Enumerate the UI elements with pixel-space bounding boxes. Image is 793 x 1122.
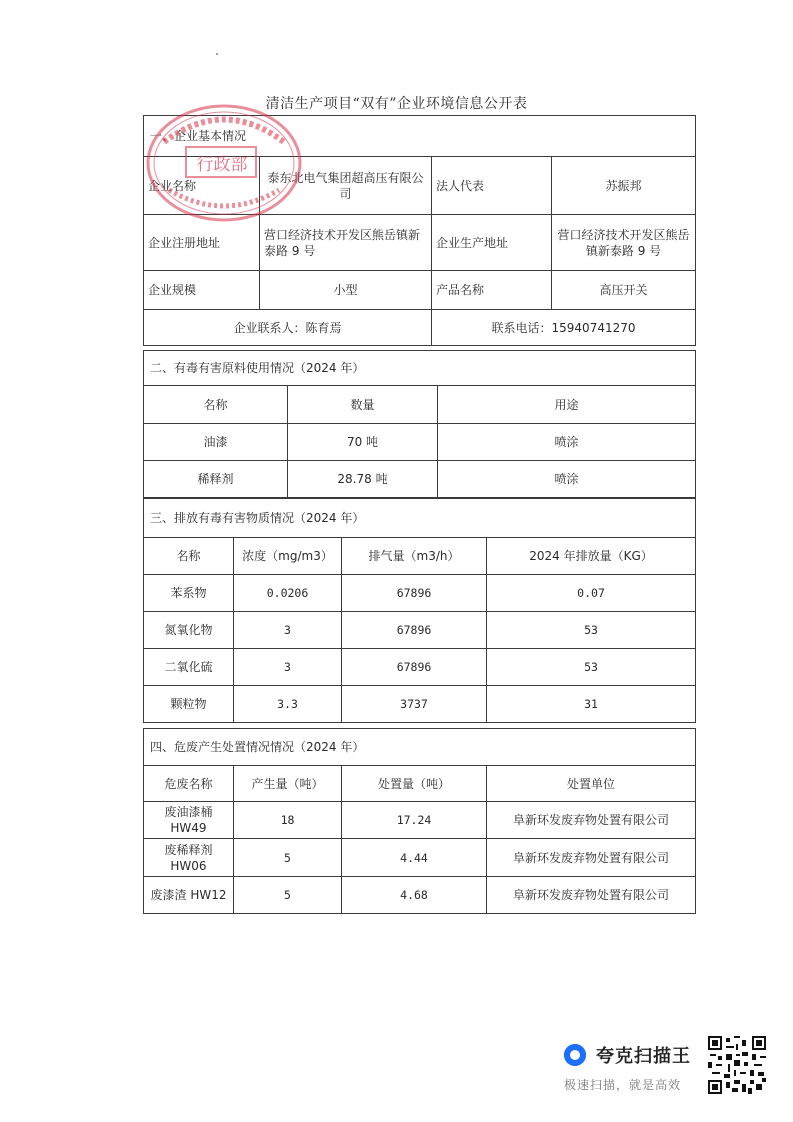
table-cell: 喷涂 <box>438 461 696 498</box>
table-cell: 废稀释剂 HW06 <box>144 839 234 877</box>
emissions-table <box>143 498 696 723</box>
section-heading-basic-info: 一、企业基本情况 <box>144 116 696 157</box>
table-cell: 5 <box>234 839 342 877</box>
label-legal-rep: 法人代表 <box>432 157 552 215</box>
table-cell: 0.0206 <box>234 575 342 612</box>
header-cell: 名称 <box>144 386 288 424</box>
scanner-brand: 夸克扫描王 <box>596 1046 691 1067</box>
table-cell: 3.3 <box>234 686 342 723</box>
table-row <box>144 612 696 649</box>
header-cell: 名称 <box>144 538 234 575</box>
scanner-watermark <box>562 1038 700 1100</box>
table-cell: 17.24 <box>342 802 487 839</box>
table-cell: 油漆 <box>144 424 288 461</box>
header-cell: 产生量（吨） <box>234 766 342 802</box>
table-row <box>144 686 696 723</box>
table-cell: 废油漆桶 HW49 <box>144 802 234 839</box>
value-production-address: 营口经济技术开发区熊岳镇新泰路 9 号 <box>552 215 696 271</box>
table-cell: 5 <box>234 877 342 914</box>
table-cell: 3 <box>234 649 342 686</box>
value-legal-rep: 苏振邦 <box>552 157 696 215</box>
seal-text: 行政部 <box>196 155 248 175</box>
value-registered-address: 营口经济技术开发区熊岳镇新泰路 9 号 <box>260 215 432 271</box>
table-row <box>144 877 696 914</box>
table-cell: 4.44 <box>342 839 487 877</box>
scan-speck <box>216 53 218 55</box>
table-cell: 喷涂 <box>438 424 696 461</box>
header-cell: 处置量（吨） <box>342 766 487 802</box>
header-cell: 数量 <box>288 386 438 424</box>
table-cell: 颗粒物 <box>144 686 234 723</box>
label-registered-address: 企业注册地址 <box>144 215 260 271</box>
label-product: 产品名称 <box>432 271 552 310</box>
section-heading-emissions: 三、排放有毒有害物质情况（2024 年） <box>144 499 696 538</box>
value-product: 高压开关 <box>552 271 696 310</box>
header-cell: 危废名称 <box>144 766 234 802</box>
raw-materials-table <box>143 350 696 498</box>
value-scale: 小型 <box>260 271 432 310</box>
table-cell: 67896 <box>342 575 487 612</box>
table-cell: 3737 <box>342 686 487 723</box>
qr-code-icon <box>708 1036 766 1094</box>
table-row <box>144 424 696 461</box>
page-title: 清洁生产项目“双有”企业环境信息公开表 <box>265 96 528 112</box>
section-heading-raw-materials: 二、有毒有害原料使用情况（2024 年） <box>144 351 696 386</box>
table-cell: 70 吨 <box>288 424 438 461</box>
table-cell: 苯系物 <box>144 575 234 612</box>
scanner-slogan: 极速扫描，就是高效 <box>564 1078 682 1092</box>
quark-logo-icon <box>564 1044 586 1066</box>
table-cell: 阜新环发废弃物处置有限公司 <box>487 877 696 914</box>
table-cell: 53 <box>487 649 696 686</box>
header-cell: 2024 年排放量（KG） <box>487 538 696 575</box>
table-cell: 4.68 <box>342 877 487 914</box>
table-cell: 废漆渣 HW12 <box>144 877 234 914</box>
table-cell: 18 <box>234 802 342 839</box>
contact-phone: 联系电话：15940741270 <box>432 310 696 346</box>
basic-info-table <box>143 115 696 346</box>
table-row <box>144 649 696 686</box>
table-cell: 阜新环发废弃物处置有限公司 <box>487 802 696 839</box>
table-cell: 3 <box>234 612 342 649</box>
value-company-name: 泰东北电气集团超高压有限公司 <box>260 157 432 215</box>
table-cell: 31 <box>487 686 696 723</box>
header-cell: 处置单位 <box>487 766 696 802</box>
table-cell: 阜新环发废弃物处置有限公司 <box>487 839 696 877</box>
table-cell: 二氧化硫 <box>144 649 234 686</box>
header-cell: 用途 <box>438 386 696 424</box>
label-production-address: 企业生产地址 <box>432 215 552 271</box>
table-cell: 67896 <box>342 612 487 649</box>
header-cell: 浓度（mg/m3） <box>234 538 342 575</box>
label-company-name: 企业名称 <box>144 157 260 215</box>
table-row <box>144 575 696 612</box>
table-cell: 28.78 吨 <box>288 461 438 498</box>
table-cell: 氮氧化物 <box>144 612 234 649</box>
table-cell: 53 <box>487 612 696 649</box>
table-cell: 稀释剂 <box>144 461 288 498</box>
section-heading-hazardous-waste: 四、危废产生处置情况情况（2024 年） <box>144 729 696 766</box>
table-row <box>144 802 696 839</box>
header-cell: 排气量（m3/h） <box>342 538 487 575</box>
contact-person: 企业联系人：陈育焉 <box>144 310 432 346</box>
table-cell: 67896 <box>342 649 487 686</box>
table-row <box>144 839 696 877</box>
label-scale: 企业规模 <box>144 271 260 310</box>
table-row <box>144 461 696 498</box>
table-cell: 0.07 <box>487 575 696 612</box>
hazardous-waste-table <box>143 728 696 914</box>
